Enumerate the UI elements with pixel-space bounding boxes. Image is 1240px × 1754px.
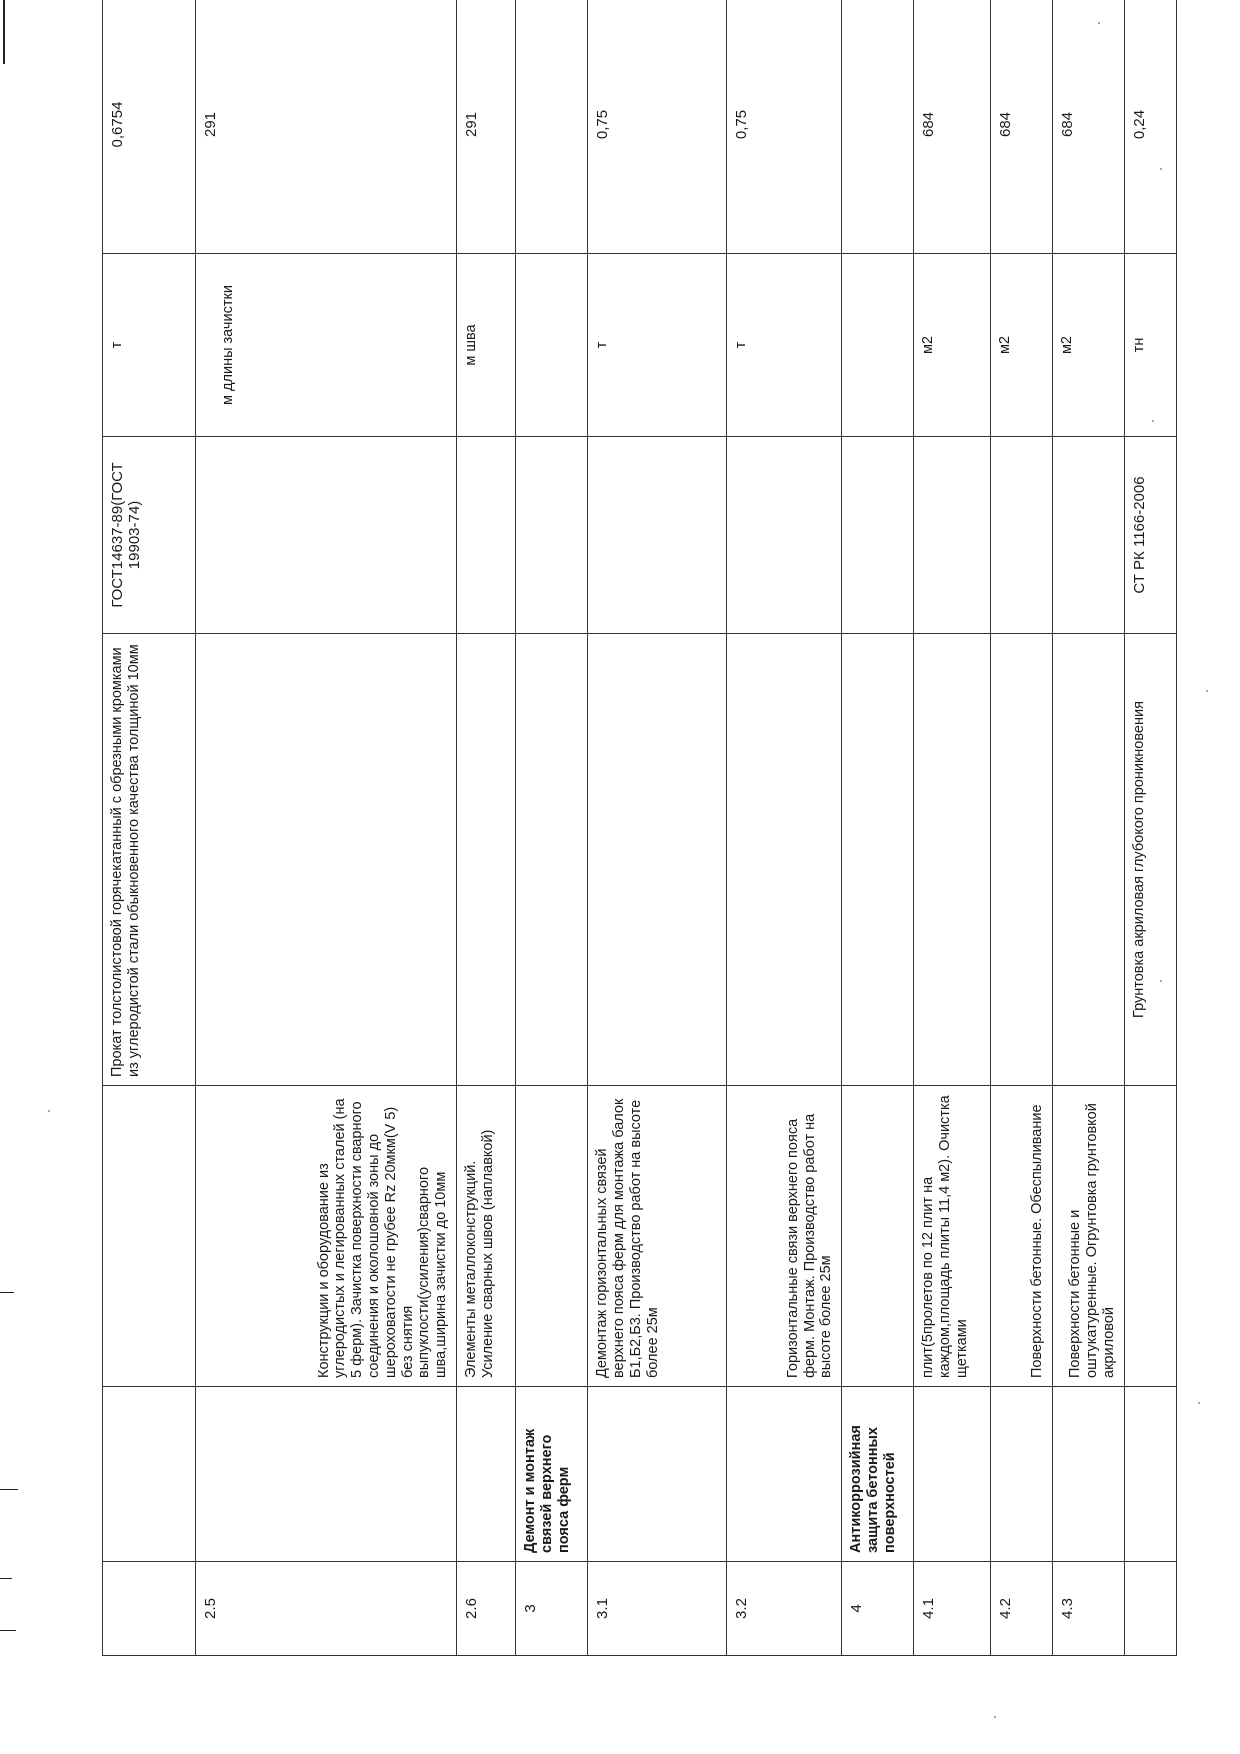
scan-speck <box>1198 1402 1200 1404</box>
table-row <box>516 0 588 1656</box>
table-row <box>196 0 457 1656</box>
gost-standard <box>196 437 457 634</box>
row-number: 4.3 <box>1052 1562 1124 1656</box>
work-description: Горизонтальные связи верхнего пояса ферм. Монтаж. Производство работ на высоте более 25м <box>726 1086 842 1387</box>
table-row <box>103 0 196 1656</box>
section-title <box>588 1387 726 1562</box>
scan-edge-mark <box>0 1489 18 1490</box>
work-description <box>842 1086 914 1387</box>
row-number: 3 <box>516 1562 588 1656</box>
gost-standard <box>1052 437 1124 634</box>
unit-of-measure: м2 <box>991 254 1052 437</box>
quantity: 684 <box>991 0 1052 254</box>
section-title <box>196 1387 457 1562</box>
rotated-document-table <box>102 0 1177 1656</box>
section-title <box>1124 1387 1176 1562</box>
work-description: Поверхности бетонные. Обеспыливание <box>991 1086 1052 1387</box>
row-number: 2.6 <box>457 1562 516 1656</box>
work-description: Конструкции и оборудование из углеродистых и легированных сталей (на 5 ферм). Зачистка поверхности сварного соединения и околошовной зоны до шероховатости не грубее Rz 20мкм(V 5) без снятия выпуклости(усиления)сварного шва,ширина зачистки до 10мм <box>196 1086 457 1387</box>
material-description <box>726 634 842 1086</box>
unit-of-measure: т <box>726 254 842 437</box>
gost-standard <box>991 437 1052 634</box>
gost-standard: ГОСТ14637-89(ГОСТ 19903-74) <box>103 437 196 634</box>
unit-of-measure: м шва <box>457 254 516 437</box>
work-description <box>103 1086 196 1387</box>
quantity: 291 <box>196 0 457 254</box>
quantity: 0,75 <box>726 0 842 254</box>
table-row <box>457 0 516 1656</box>
scan-edge-mark <box>0 1578 12 1579</box>
section-title <box>914 1387 991 1562</box>
scan-edge-mark <box>0 1630 16 1631</box>
specification-table <box>102 0 1177 1656</box>
work-description: Элементы металлоконструкций. Усиление сварных швов (наплавкой) <box>457 1086 516 1387</box>
gost-standard <box>842 437 914 634</box>
section-title <box>1052 1387 1124 1562</box>
scan-speck <box>48 1110 50 1112</box>
table-row <box>914 0 991 1656</box>
section-title: Демонт и монтаж связей верхнего пояса ферм <box>516 1387 588 1562</box>
material-description <box>516 634 588 1086</box>
quantity <box>516 0 588 254</box>
quantity: 0,75 <box>588 0 726 254</box>
gost-standard: СТ РК 1166-2006 <box>1124 437 1176 634</box>
gost-standard <box>588 437 726 634</box>
work-description: плит(5пролетов по 12 плит на каждом,площадь плиты 11,4 м2). Очистка щетками <box>914 1086 991 1387</box>
section-title: Антикоррозийная защита бетонных поверхностей <box>842 1387 914 1562</box>
material-description <box>457 634 516 1086</box>
table-row <box>1052 0 1124 1656</box>
row-number: 4.2 <box>991 1562 1052 1656</box>
quantity: 291 <box>457 0 516 254</box>
scan-edge-mark <box>0 1292 14 1293</box>
material-description <box>588 634 726 1086</box>
unit-of-measure: т <box>103 254 196 437</box>
scan-speck <box>1206 690 1208 692</box>
table-row <box>842 0 914 1656</box>
table-row <box>1124 0 1176 1656</box>
scan-speck <box>994 1716 996 1718</box>
work-description <box>1124 1086 1176 1387</box>
quantity: 0,6754 <box>103 0 196 254</box>
quantity: 0,24 <box>1124 0 1176 254</box>
unit-of-measure: м2 <box>914 254 991 437</box>
unit-of-measure <box>516 254 588 437</box>
table-row <box>588 0 726 1656</box>
gost-standard <box>726 437 842 634</box>
quantity <box>842 0 914 254</box>
row-number <box>103 1562 196 1656</box>
work-description <box>516 1086 588 1387</box>
work-description: Демонтаж горизонтальных связей верхнего пояса ферм для монтажа балок Б1,Б2,Б3. Производство работ на высоте более 25м <box>588 1086 726 1387</box>
material-description <box>196 634 457 1086</box>
row-number: 2.5 <box>196 1562 457 1656</box>
unit-of-measure: т <box>588 254 726 437</box>
row-number: 4.1 <box>914 1562 991 1656</box>
quantity: 684 <box>914 0 991 254</box>
row-number <box>1124 1562 1176 1656</box>
table-row <box>726 0 842 1656</box>
gost-standard <box>914 437 991 634</box>
section-title <box>726 1387 842 1562</box>
material-description: Грунтовка акриловая глубокого проникновения <box>1124 634 1176 1086</box>
unit-of-measure: м2 <box>1052 254 1124 437</box>
unit-of-measure: м длины зачистки <box>196 254 457 437</box>
gost-standard <box>457 437 516 634</box>
unit-of-measure: тн <box>1124 254 1176 437</box>
material-description <box>914 634 991 1086</box>
scan-edge-line <box>3 0 5 64</box>
table-row <box>991 0 1052 1656</box>
work-description: Поверхности бетонные и оштукатуренные. Огрунтовка грунтовкой акриловой <box>1052 1086 1124 1387</box>
quantity: 684 <box>1052 0 1124 254</box>
row-number: 3.2 <box>726 1562 842 1656</box>
row-number: 4 <box>842 1562 914 1656</box>
material-description <box>991 634 1052 1086</box>
section-title <box>991 1387 1052 1562</box>
section-title <box>457 1387 516 1562</box>
unit-of-measure <box>842 254 914 437</box>
material-description: Прокат толстолистовой горячекатанный с обрезными кромками из углеродистой стали обыкновенного качества толщиной 10мм <box>103 634 196 1086</box>
section-title <box>103 1387 196 1562</box>
material-description <box>1052 634 1124 1086</box>
material-description <box>842 634 914 1086</box>
gost-standard <box>516 437 588 634</box>
row-number: 3.1 <box>588 1562 726 1656</box>
